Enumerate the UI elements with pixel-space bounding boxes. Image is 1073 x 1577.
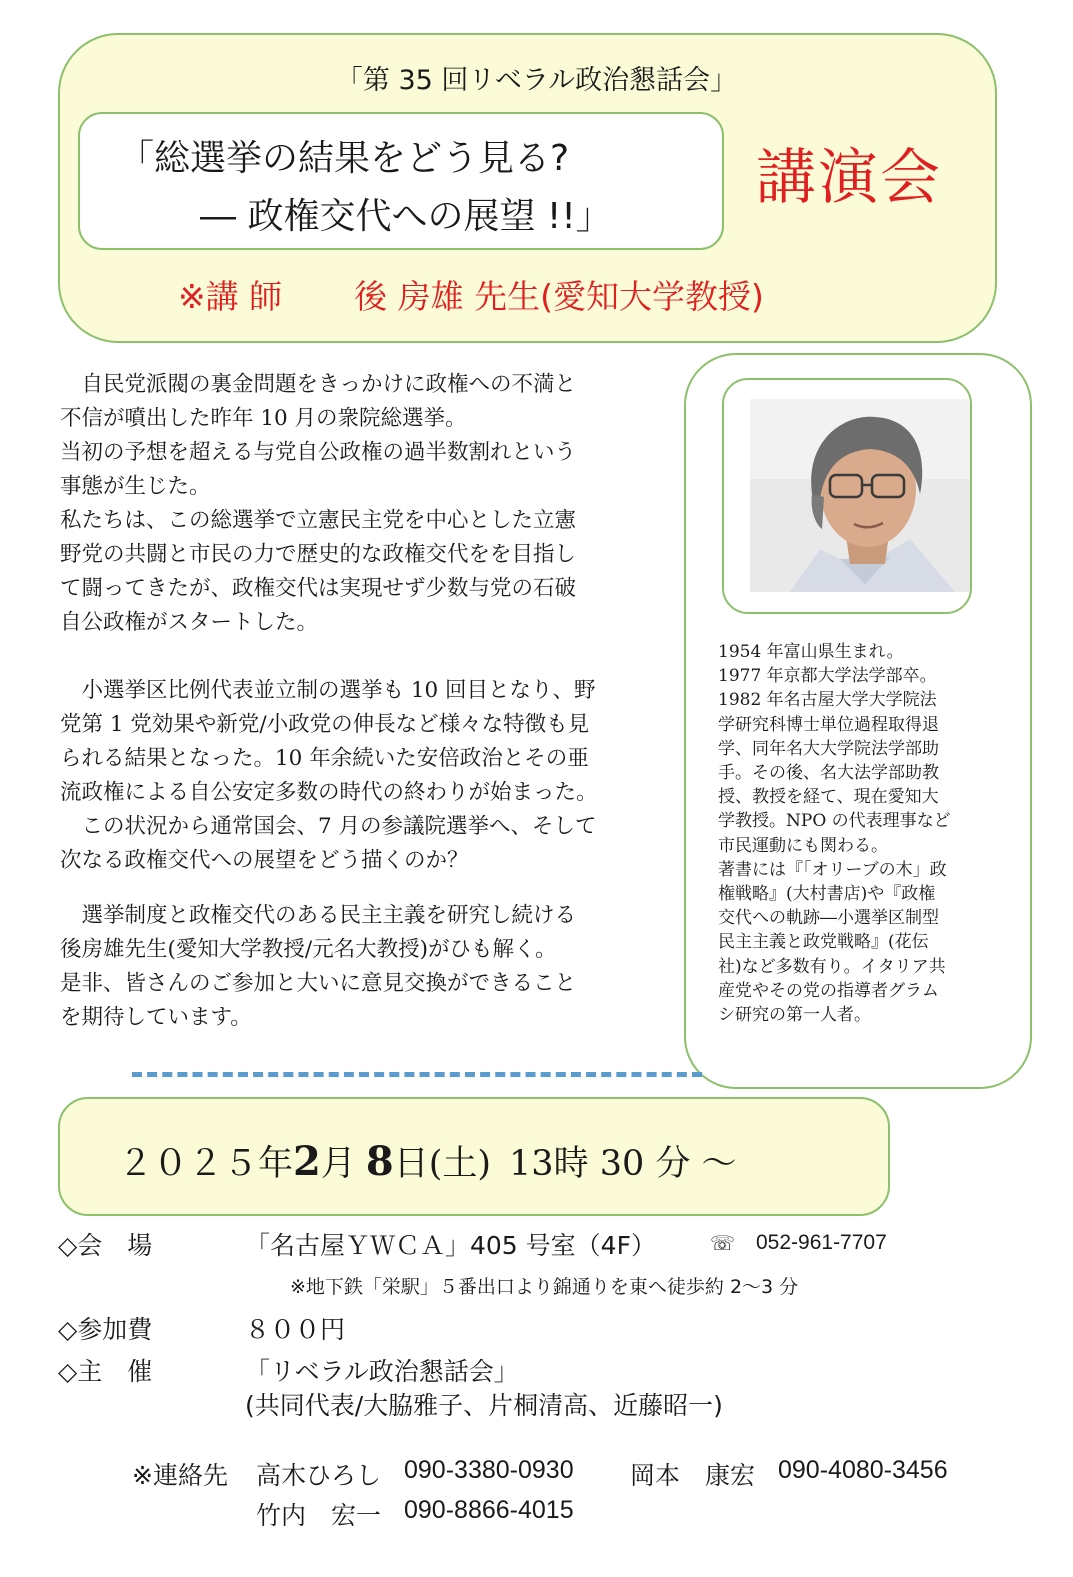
intro-paragraph-1 (60, 368, 576, 640)
contact-tel-2: 090-4080-3456 (778, 1456, 948, 1484)
bio-line: 手。その後、名大法学部助教 (718, 763, 939, 784)
speaker-line (178, 271, 764, 318)
text-line: 事態が生じた。 (60, 474, 211, 499)
text-line: 当初の予想を超える与党自公政権の過半数割れという (60, 440, 577, 465)
text-line: 私たちは、この総選挙で立憲民主党を中心とした立憲 (60, 508, 577, 533)
bio-line: シ研究の第一人者。 (718, 1005, 871, 1026)
fee-value: ８００円 (245, 1315, 346, 1344)
bio-line: 交代への軌跡―小選挙区制型 (718, 908, 939, 929)
fee-label: ◇参加費 (58, 1315, 153, 1344)
host-representatives: (共同代表/大脇雅子、片桐清高、近藤昭一) (245, 1391, 723, 1420)
event-month: 2 (293, 1138, 321, 1185)
month-unit: 月 (320, 1144, 356, 1184)
day-unit: 日(土) (393, 1144, 492, 1184)
text-line: 後房雄先生(愛知大学教授/元名大教授)がひも解く。 (60, 937, 557, 962)
text-line: 是非、皆さんのご参加と大いに意見交換ができること (60, 971, 577, 996)
event-datetime (118, 1136, 736, 1186)
text-line: この状況から通常国会、7 月の参議院選挙へ、そして (60, 814, 597, 839)
text-line: を期待しています。 (60, 1005, 252, 1030)
bio-line: 1982 年名古屋大学大学院法 (718, 690, 937, 711)
speaker-photo (750, 399, 970, 592)
bio-line: 学研究科博士単位過程取得退 (718, 714, 939, 735)
contact-name-1: 高木ひろし (256, 1461, 382, 1490)
contact-name-3: 竹内 宏一 (256, 1501, 382, 1530)
intro-paragraph-3 (60, 899, 576, 1035)
bio-line: 学教授。NPO の代表理事など (718, 811, 951, 832)
speaker-bio (718, 640, 951, 1027)
contact-tel-3: 090-8866-4015 (404, 1496, 574, 1524)
contact-name-2: 岡本 康宏 (630, 1461, 756, 1490)
event-time: 13時 30 分 ～ (509, 1144, 737, 1184)
bio-line: 市民運動にも関わる。 (718, 835, 888, 856)
series-title: 「第 35 回リベラル政治懇話会」 (335, 65, 738, 96)
event-year: ２０２５年 (118, 1144, 294, 1184)
text-line: 野党の共闘と市民の力で歴史的な政権交代をを目指し (60, 542, 577, 567)
host-label: ◇主 催 (58, 1357, 153, 1386)
bio-line: 授、教授を経て、現在愛知大 (718, 787, 939, 808)
text-line: られる結果となった。10 年余続いた安倍政治とその亜 (60, 746, 589, 771)
text-line: 次なる政権交代への展望をどう描くのか？ (60, 848, 469, 873)
text-line: て闘ってきたが、政権交代は実現せず少数与党の石破 (60, 576, 577, 601)
phone-icon: ☏ (710, 1231, 736, 1255)
contact-label: ※連絡先 (132, 1461, 228, 1490)
bio-line: 社)など多数有り。イタリア共 (718, 956, 946, 977)
contact-tel-1: 090-3380-0930 (404, 1456, 574, 1484)
venue-label: ◇会 場 (58, 1231, 153, 1260)
text-line: 党第 1 党効果や新党/小政党の伸長など様々な特徴も見 (60, 712, 590, 737)
bio-line: 権戦略』(大村書店)や『政権 (718, 884, 936, 905)
venue-phone: 052-961-7707 (756, 1231, 887, 1254)
lecture-title-line1: 「総選挙の結果をどう見る? (118, 138, 570, 179)
speaker-name: 後 房雄 先生 (354, 277, 541, 316)
intro-paragraph-2 (60, 674, 598, 878)
access-note: ※地下鉄「栄駅」５番出口より錦通りを東へ徒歩約 2～3 分 (290, 1276, 799, 1298)
bio-line: 1977 年京都大学法学部卒。 (718, 666, 937, 687)
event-day: 8 (365, 1138, 394, 1185)
host-name: 「リベラル政治懇話会」 (245, 1357, 519, 1386)
bio-line: 産党やその党の指導者グラム (718, 980, 939, 1001)
speaker-label: ※講 師 (178, 277, 283, 316)
bio-line: 学、同年名大大学院法学部助 (718, 738, 939, 759)
lecture-badge: 講演会 (756, 143, 942, 213)
bio-line: 1954 年富山県生まれ。 (718, 642, 904, 662)
lecture-title-line2: ― 政権交代への展望 !!」 (200, 196, 612, 237)
venue-name: 「名古屋ＹＷＣＡ」405 号室（4F） (245, 1231, 656, 1260)
text-line: 不信が噴出した昨年 10 月の衆院総選挙。 (60, 406, 467, 431)
bio-line: 著書には『「オリーブの木」政 (718, 859, 947, 880)
dashed-divider (132, 1072, 702, 1077)
speaker-affiliation: (愛知大学教授) (540, 277, 764, 316)
text-line: 自民党派閥の裏金問題をきっかけに政権への不満と (60, 372, 577, 397)
text-line: 選挙制度と政権交代のある民主主義を研究し続ける (60, 903, 577, 928)
text-line: 小選挙区比例代表並立制の選挙も 10 回目となり、野 (60, 678, 596, 703)
bio-line: 民主主義と政党戦略』(花伝 (718, 932, 929, 953)
text-line: 流政権による自公安定多数の時代の終わりが始まった。 (60, 780, 598, 805)
text-line: 自公政権がスタートした。 (60, 610, 319, 635)
